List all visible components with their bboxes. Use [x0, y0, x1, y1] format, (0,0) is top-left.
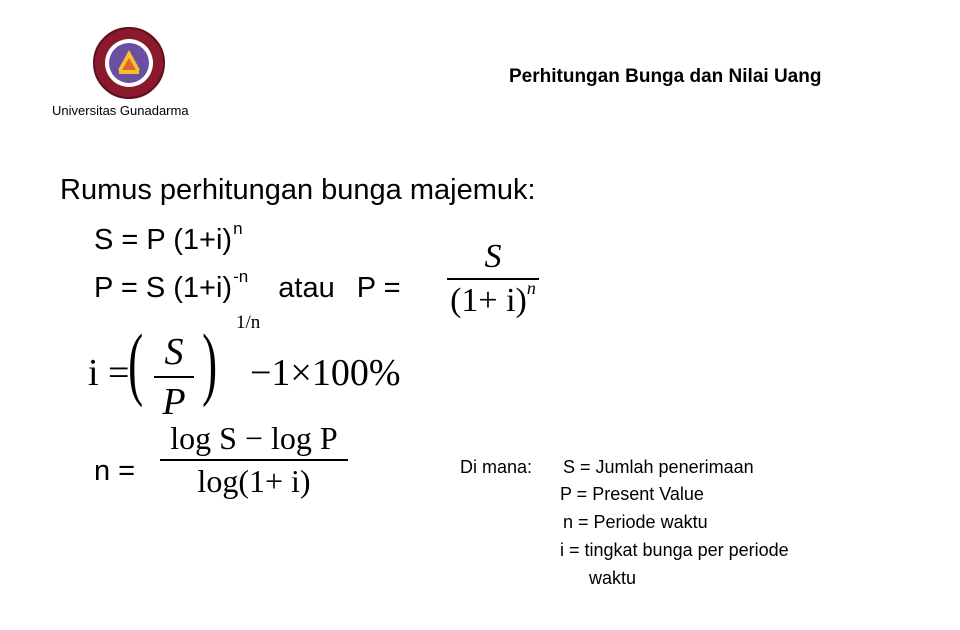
rate-exponent: 1/n: [236, 312, 261, 333]
formula-period-lhs: n =: [94, 455, 136, 487]
period-fraction-bar: [160, 459, 348, 461]
legend-item: P = Present Value: [560, 484, 704, 504]
formula-pv-connector: atau: [278, 272, 335, 304]
formula-present-value: [94, 267, 401, 305]
legend-item: i = tingkat bunga per periode: [560, 540, 789, 560]
formula-rate-lhs: i =: [88, 352, 130, 394]
rate-fraction: [154, 330, 194, 424]
period-fraction: [160, 420, 348, 500]
pv-fraction-denominator: (1+ i): [450, 281, 527, 319]
formula-compound-exponent: n: [233, 219, 243, 238]
period-fraction-numerator: log S − log P: [170, 420, 338, 456]
rate-left-paren: (: [128, 317, 144, 408]
section-heading: Rumus perhitungan bunga majemuk:: [60, 174, 536, 206]
formula-pv-exponent: -n: [233, 267, 249, 286]
legend-intro: Di mana:: [460, 457, 533, 477]
formula-rate-rest: −1×100%: [250, 352, 401, 394]
legend-item: S = Jumlah penerimaan: [563, 457, 754, 477]
formula-compound: [94, 219, 243, 257]
rate-fraction-numerator: S: [164, 331, 184, 373]
legend-item-continuation: waktu: [589, 568, 637, 588]
pv-fraction-den-exponent: n: [526, 278, 536, 299]
rate-fraction-bar: [154, 376, 194, 378]
pv-fraction-bar: [447, 278, 539, 280]
period-fraction-denominator: log(1+ i): [197, 462, 311, 499]
formula-pv-lhs2: P =: [356, 272, 401, 304]
rate-fraction-denominator: P: [162, 380, 186, 423]
rate-right-paren: ): [202, 317, 218, 408]
institution-name: Universitas Gunadarma: [52, 103, 189, 118]
pv-fraction: [447, 238, 539, 320]
formula-pv-text: P = S (1+i): [94, 272, 233, 304]
formula-compound-text: S = P (1+i): [94, 224, 233, 256]
legend-item: n = Periode waktu: [563, 512, 708, 532]
pv-fraction-numerator: S: [484, 238, 502, 275]
header-title: Perhitungan Bunga dan Nilai Uang: [509, 66, 822, 87]
university-logo: [92, 26, 166, 100]
